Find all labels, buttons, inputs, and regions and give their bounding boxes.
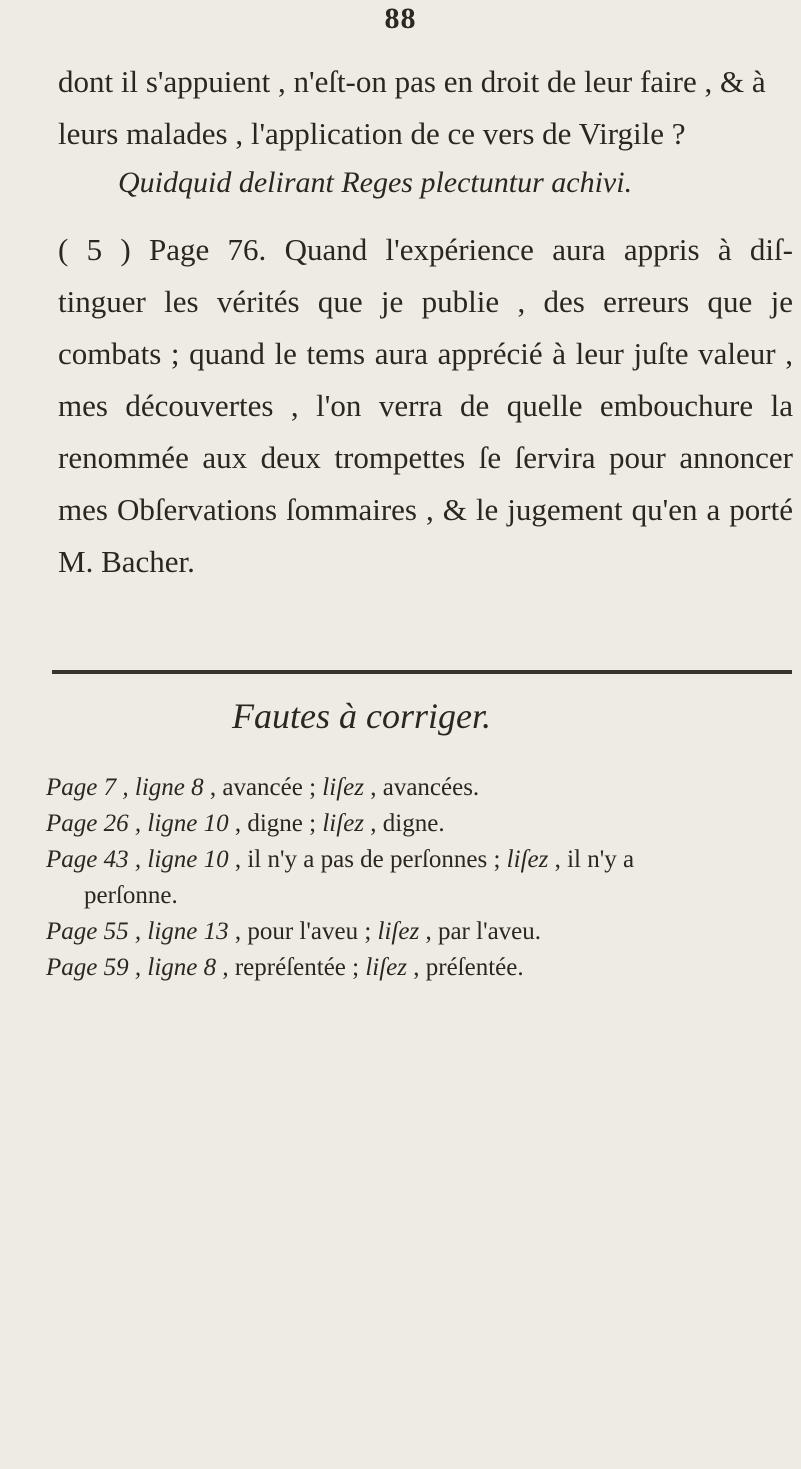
note-line: mes Obſervations ſommaires , & le jugement qu'en a porté [58, 492, 793, 527]
errata-lisez: liſez [506, 846, 549, 873]
errata-page-ref: Page 59 , ligne 8 [46, 954, 217, 981]
errata-entry-continuation [46, 878, 791, 914]
divider-rule [52, 670, 792, 674]
errata-list [46, 770, 791, 986]
errata-page-ref: Page 55 , ligne 13 [46, 918, 229, 945]
body-text [58, 56, 788, 160]
note-line: M. Bacher. [58, 544, 195, 579]
errata-title: Fautes à corriger. [232, 696, 491, 736]
errata-lisez: liſez [365, 954, 407, 981]
body-line: dont il s'appuient , n'eſt-on pas en droit de leur faire , & à [58, 64, 766, 99]
page-number: 88 [384, 2, 417, 35]
errata-entry [46, 770, 791, 806]
errata-entry [46, 806, 791, 842]
errata-entry [46, 950, 791, 986]
note-line: renommée aux deux trompettes ſe ſervira pour annoncer [58, 440, 793, 475]
errata-page-ref: Page 7 , ligne 8 [46, 774, 204, 801]
errata-entry [46, 842, 791, 878]
note-line: combats ; quand le tems aura apprécié à leur juſte valeur , [58, 336, 793, 371]
errata-correction: , préſentée. [407, 954, 524, 981]
errata-lisez: liſez [322, 774, 364, 801]
errata-page-ref: Page 26 , ligne 10 [46, 810, 229, 837]
errata-original: , avancée ; [203, 774, 323, 801]
note-line: tinguer les vérités que je publie , des erreurs que je [58, 284, 793, 319]
errata-entry [46, 914, 791, 950]
body-line: leurs malades , l'application de ce vers de Virgile ? [58, 116, 686, 151]
footnote-5 [58, 224, 793, 588]
errata-correction: , avancées. [363, 774, 480, 801]
note-line: ( 5 ) Page 76. Quand l'expérience aura appris à diſ- [58, 232, 793, 267]
errata-correction: , il n'y a [548, 846, 635, 873]
errata-original: , repréſentée ; [216, 954, 366, 981]
errata-page-ref: Page 43 , ligne 10 [46, 846, 229, 873]
errata-correction: , par l'aveu. [419, 918, 542, 945]
errata-correction: , digne. [364, 810, 445, 837]
errata-original: , pour l'aveu ; [228, 918, 378, 945]
errata-original: , il n'y a pas de perſonnes ; [228, 846, 507, 873]
latin-quote: Quidquid delirant Reges plectuntur achivi. [118, 166, 633, 199]
note-line: mes découvertes , l'on verra de quelle embouchure la [58, 388, 793, 423]
errata-original: , digne ; [228, 810, 323, 837]
errata-lisez: liſez [322, 810, 365, 837]
errata-original: perſonne. [84, 882, 178, 909]
errata-lisez: liſez [377, 918, 420, 945]
